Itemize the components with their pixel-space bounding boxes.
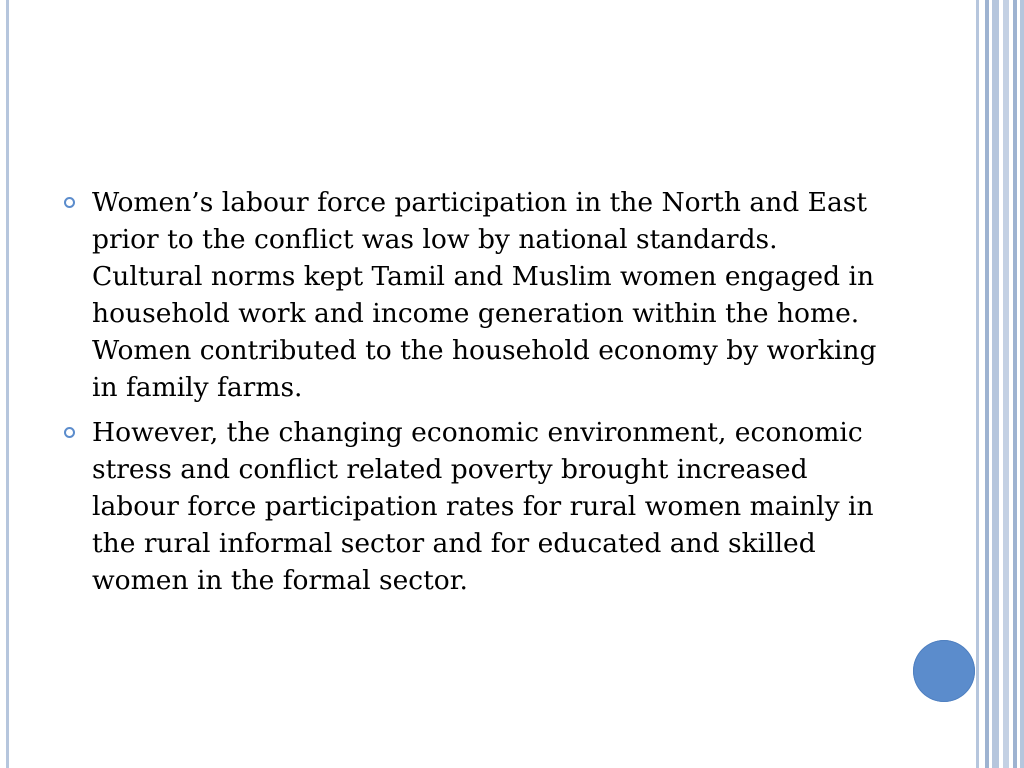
bullet-item [62, 414, 892, 599]
frame-stripe [985, 0, 989, 768]
bullet-item [62, 184, 892, 406]
circle-bullet-icon [64, 197, 75, 208]
frame-stripe [976, 0, 979, 768]
left-frame-line [6, 0, 9, 768]
frame-stripe [992, 0, 999, 768]
bullet-text: Women’s labour force participation in the North and East prior to the conflict was low by national standards. Cultural norms kept Tamil and Muslim women engaged in household work and income generation within the home. Women contributed to the household economy by working in family farms. [92, 187, 877, 403]
slide-body [62, 184, 892, 607]
right-frame-stripes [976, 0, 1024, 768]
frame-stripe [1003, 0, 1009, 768]
bullet-text: However, the changing economic environment, economic stress and conflict related poverty brought increased labour force participation rates for rural women mainly in the rural informal sector and for educated and skilled women in the formal sector. [92, 417, 874, 596]
circle-decoration-icon [913, 640, 975, 702]
circle-bullet-icon [64, 427, 75, 438]
frame-stripe [1020, 0, 1024, 768]
frame-stripe [1013, 0, 1017, 768]
